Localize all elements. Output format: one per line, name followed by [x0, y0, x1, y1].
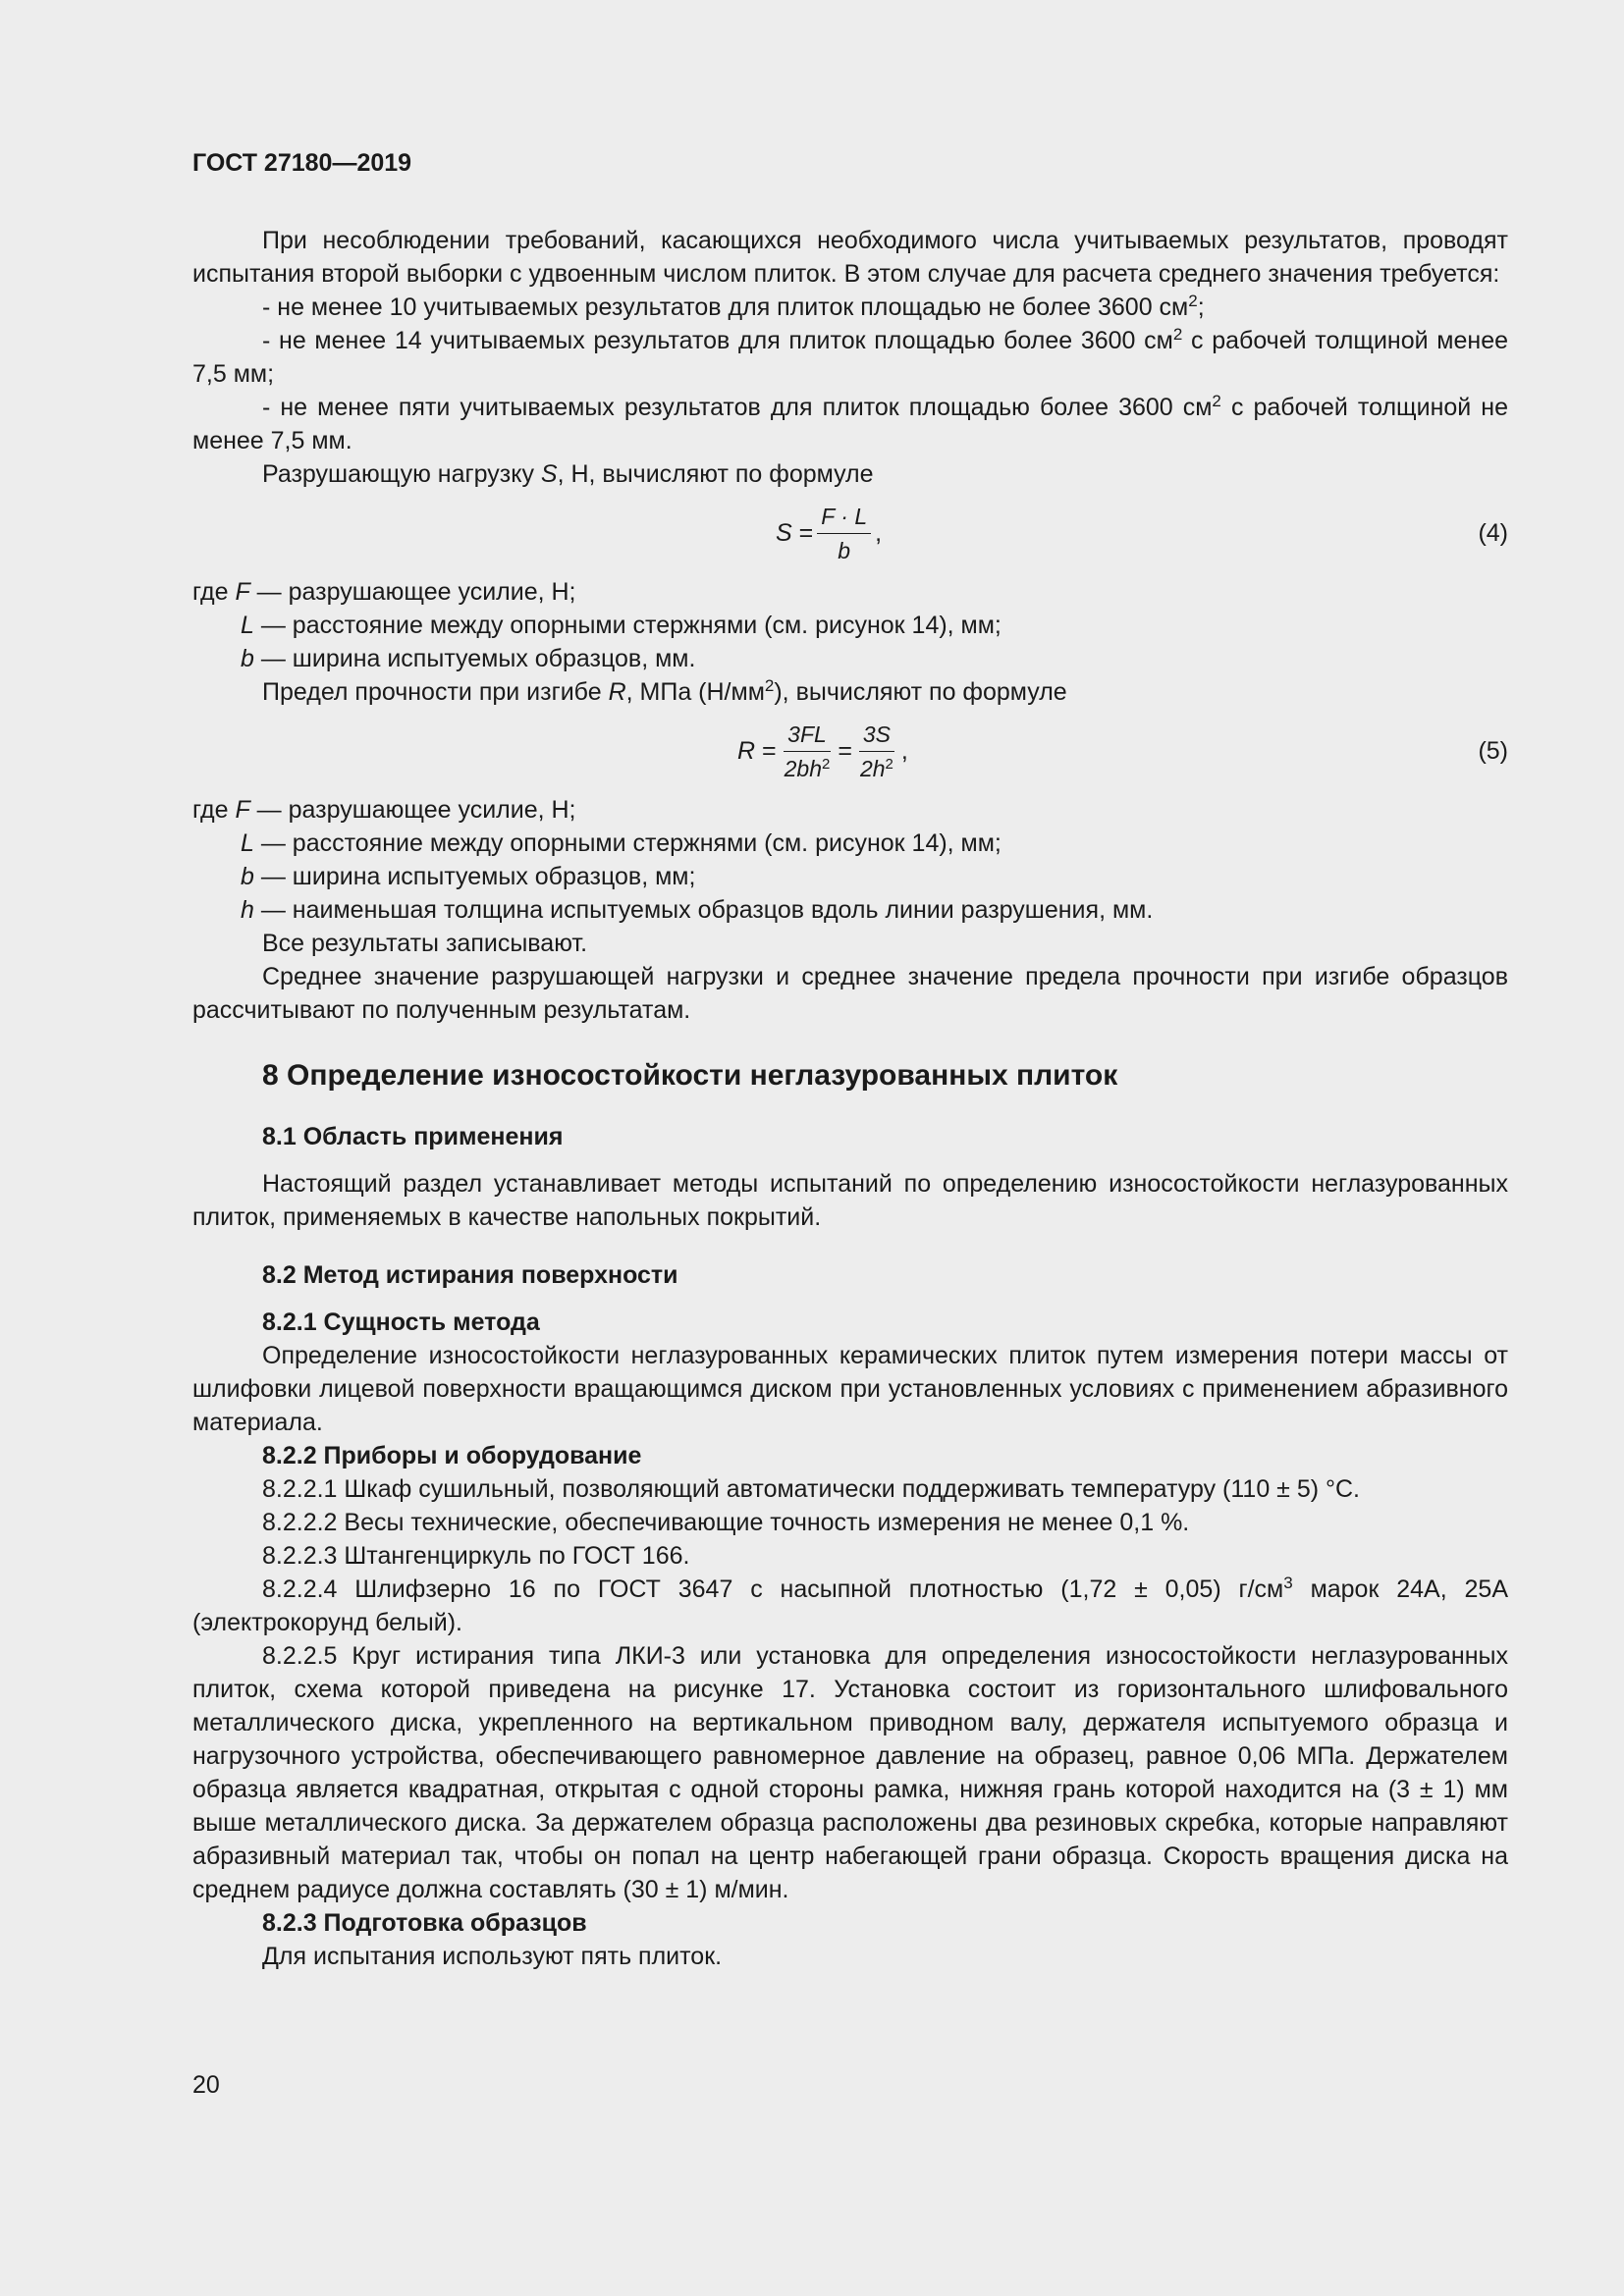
- item-8-2-2-3: 8.2.2.3 Штангенциркуль по ГОСТ 166.: [262, 1542, 690, 1570]
- section-8-2-3-text: Для испытания используют пять плиток.: [262, 1943, 723, 1970]
- item-8-2-2-1: 8.2.2.1 Шкаф сушильный, позволяющий автоматически поддерживать температуру (110 ± 5) °С.: [262, 1475, 1361, 1503]
- def-b: b — ширина испытуемых образцов, мм.: [241, 645, 696, 672]
- formula-4-expression: S = $\frac{F \cdot L}{b}$ ,: [776, 503, 883, 563]
- formula-4-definitions: [192, 575, 1508, 675]
- def-F: где F — разрушающее усилие, Н;: [192, 578, 576, 606]
- formula-4-number: (4): [1478, 519, 1508, 547]
- document-body: [192, 224, 1508, 1973]
- section-8-2-1-heading: 8.2.1 Сущность метода: [262, 1308, 540, 1336]
- paragraph-retest: При несоблюдении требований, касающихся необходимого числа учитываемых результатов, проводят испытания второй выборки с удвоенным числом плиток. В этом случае для расчета среднего значения требуется:: [192, 227, 1508, 288]
- formula-5-number: (5): [1478, 737, 1508, 765]
- section-8-1-heading: 8.1 Область применения: [262, 1123, 564, 1150]
- section-8-1-text: Настоящий раздел устанавливает методы испытаний по определению износостойкости неглазурованных плиток, применяемых в качестве напольных покрытий.: [192, 1170, 1508, 1231]
- formula-4-fraction: $\frac{F \cdot L}{b}$: [817, 502, 871, 565]
- section-8-2-2-heading: 8.2.2 Приборы и оборудование: [262, 1442, 642, 1469]
- def-b: b — ширина испытуемых образцов, мм;: [241, 863, 696, 890]
- formula-5-expression: R = $\frac{3FL}{2bh^2}$ = $\frac{3S}{2h^2}$ ,: [737, 721, 908, 781]
- page-number: 20: [192, 2071, 220, 2099]
- def-h: h — наименьшая толщина испытуемых образцов вдоль линии разрушения, мм.: [241, 896, 1154, 924]
- section-8-heading: 8 Определение износостойкости неглазурованных плиток: [262, 1059, 1118, 1092]
- list-item-3: - не менее пяти учитываемых результатов для плиток площадью более 3600 $см^2$ с рабочей толщиной не менее 7,5 мм.: [192, 392, 1508, 454]
- section-8-2-1-text: Определение износостойкости неглазурованных керамических плиток путем измерения потери массы от шлифовки лицевой поверхности вращающимся диском при установленных условиях с применением абразивного материала.: [192, 1342, 1508, 1436]
- item-8-2-2-4: 8.2.2.4 Шлифзерно 16 по ГОСТ 3647 с насыпной плотностью (1,72 ± 0,05) $г/см^3$ марок 24А, 25А (электрокорунд белый).: [192, 1574, 1509, 1636]
- section-8-2-heading: 8.2 Метод истирания поверхности: [262, 1261, 678, 1289]
- list-item-1: - не менее 10 учитываемых результатов для плиток площадью не более 3600 $см^2$;: [262, 292, 1205, 321]
- def-L: L — расстояние между опорными стержнями (см. рисунок 14), мм;: [241, 829, 1001, 857]
- paragraph-load-formula-intro: Разрушающую нагрузку S, Н, вычисляют по формуле: [262, 460, 874, 488]
- section-8-2-3-heading: 8.2.3 Подготовка образцов: [262, 1909, 587, 1937]
- formula-5: [192, 709, 1508, 793]
- def-F: где F — разрушающее усилие, Н;: [192, 796, 576, 824]
- list-item-2: - не менее 14 учитываемых результатов для плиток площадью более 3600 $см^2$ с рабочей толщиной менее 7,5 мм;: [192, 325, 1508, 388]
- formula-5-fraction-1: $\frac{3FL}{2bh^2}$: [784, 721, 831, 781]
- item-8-2-2-2: 8.2.2.2 Весы технические, обеспечивающие точность измерения не менее 0,1 %.: [262, 1509, 1190, 1536]
- paragraph-strength-formula-intro: Предел прочности при изгибе R, МПа $(Н/мм^2)$, вычисляют по формуле: [262, 676, 1067, 706]
- formula-5-fraction-2: $\frac{3S}{2h^2}$: [859, 721, 893, 781]
- item-8-2-2-5: 8.2.2.5 Круг истирания типа ЛКИ-3 или установка для определения износостойкости неглазурованных плиток, схема которой приведена на рисунке 17. Установка состоит из горизонтального шлифовального металлического диска, укрепленного на вертикальном приводном валу, держателя испытуемого образца и нагрузочного устройства, обеспечивающего равномерное давление на образец, равное 0,06 МПа. Держателем образца является квадратная, открытая с одной стороны рамка, нижняя грань которой находится на (3 ± 1) мм выше металлического диска. За держателем образца расположены два резиновых скребка, которые направляют абразивный материал так, чтобы он попал на центр набегающей грани образца. Скорость вращения диска на среднем радиусе должна составлять (30 ± 1) м/мин.: [192, 1642, 1508, 1903]
- document-header: ГОСТ 27180—2019: [192, 149, 412, 177]
- def-L: L — расстояние между опорными стержнями (см. рисунок 14), мм;: [241, 612, 1001, 639]
- formula-4: [192, 491, 1508, 575]
- formula-5-definitions: [192, 793, 1508, 927]
- paragraph-results-average: Среднее значение разрушающей нагрузки и среднее значение предела прочности при изгибе образцов рассчитывают по полученным результатам.: [192, 963, 1508, 1024]
- paragraph-results-recorded: Все результаты записывают.: [262, 930, 588, 957]
